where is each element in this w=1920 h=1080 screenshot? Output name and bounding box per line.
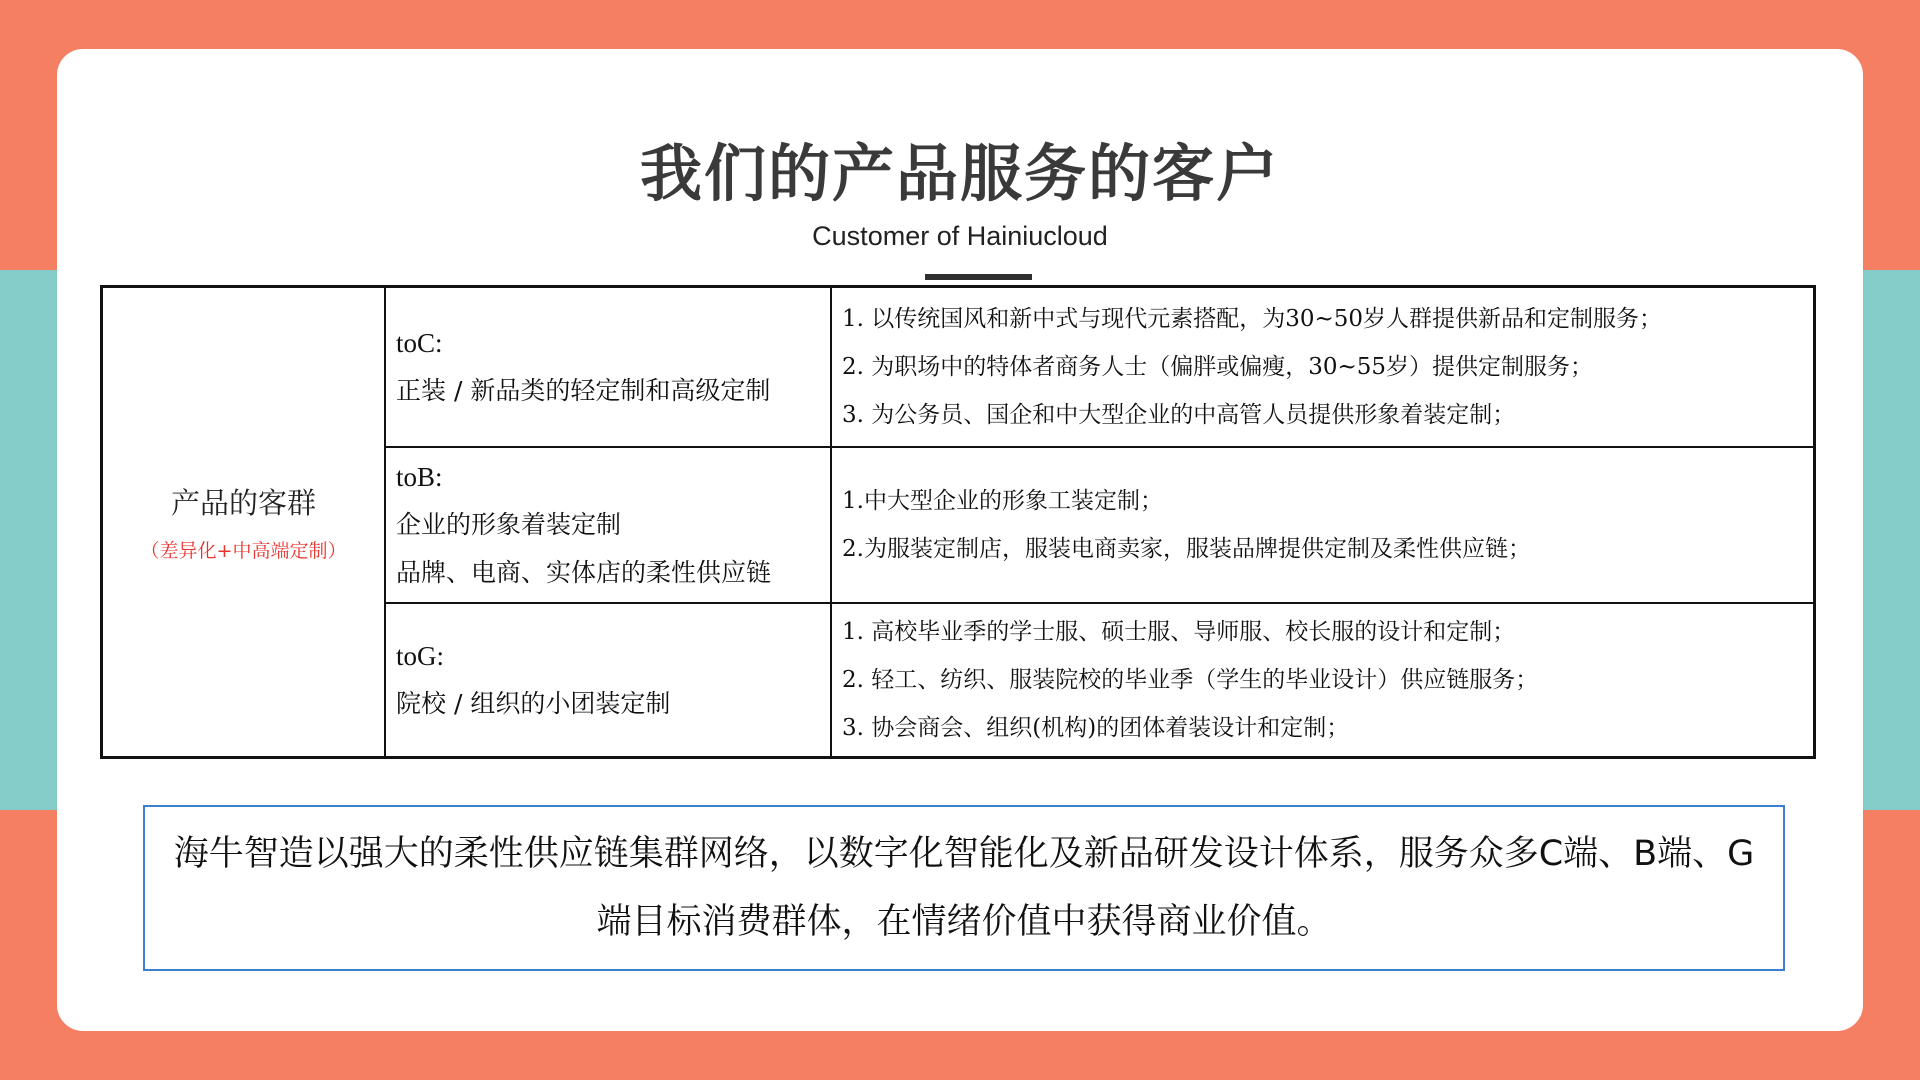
page-subtitle: Customer of Hainiucloud: [812, 221, 1108, 251]
category-note: （差异化+中高端定制）: [140, 540, 347, 562]
segment-code: toB:: [396, 462, 443, 492]
segment-cell-toc: [386, 288, 832, 448]
segment-code: toC:: [396, 328, 443, 358]
segment-cell-tog: [386, 604, 832, 756]
segment-desc: 品牌、电商、实体店的柔性供应链: [396, 558, 772, 587]
list-item: 1. 高校毕业季的学士服、硕士服、导师服、校长服的设计和定制；: [842, 619, 1516, 645]
items-cell-tob: [832, 448, 1813, 604]
list-item: 2. 为职场中的特体者商务人士（偏胖或偏瘦，30~55岁）提供定制服务；: [842, 354, 1594, 380]
segment-desc: 正装 / 新品类的轻定制和高级定制: [396, 376, 771, 405]
summary-text: 海牛智造以强大的柔性供应链集群网络，以数字化智能化及新品研发设计体系，服务众多C端、B端、G端目标消费群体，在情绪价值中获得商业价值。: [173, 834, 1755, 942]
list-item: 2. 轻工、纺织、服装院校的毕业季（学生的毕业设计）供应链服务；: [842, 667, 1539, 693]
list-item: 3. 为公务员、国企和中大型企业的中高管人员提供形象着装定制；: [842, 402, 1516, 428]
segment-cell-tob: [386, 448, 832, 604]
segment-code: toG:: [396, 641, 445, 671]
customer-category-cell: [103, 288, 386, 756]
category-title: 产品的客群: [170, 486, 316, 520]
list-item: 1.中大型企业的形象工装定制；: [842, 488, 1163, 514]
segment-desc: 院校 / 组织的小团装定制: [396, 689, 671, 718]
customer-table: [100, 285, 1816, 759]
content-card: [57, 49, 1863, 1031]
items-cell-toc: [832, 288, 1813, 448]
list-item: 1. 以传统国风和新中式与现代元素搭配，为30~50岁人群提供新品和定制服务；: [842, 306, 1663, 332]
list-item: 3. 协会商会、组织(机构)的团体着装设计和定制；: [842, 715, 1350, 741]
summary-box: [143, 805, 1785, 971]
title-underline: [925, 274, 1032, 280]
page-title: 我们的产品服务的客户: [639, 137, 1280, 210]
items-cell-tog: [832, 604, 1813, 756]
segment-desc: 企业的形象着装定制: [396, 510, 622, 539]
list-item: 2.为服装定制店，服装电商卖家，服装品牌提供定制及柔性供应链；: [842, 536, 1531, 562]
